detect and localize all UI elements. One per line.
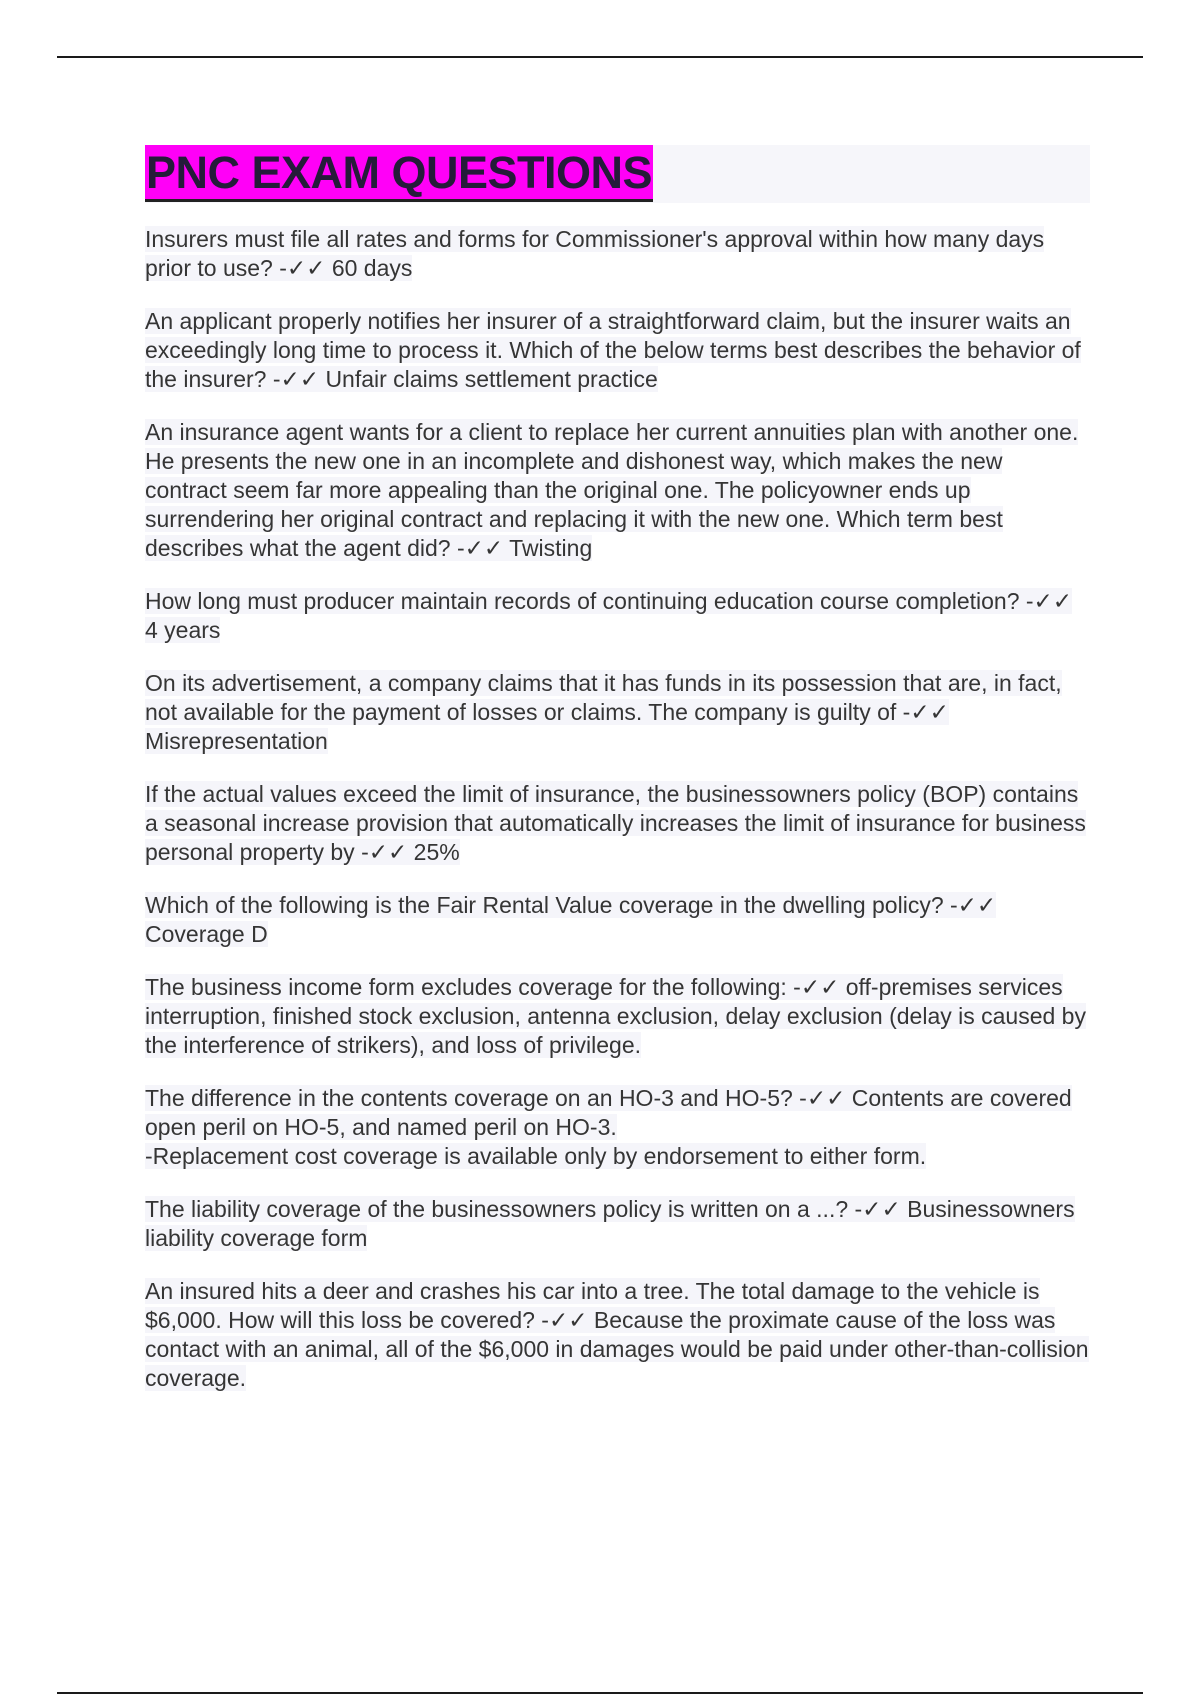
qa-item — [145, 973, 1090, 1060]
qa-text: Insurers must file all rates and forms for Commissioner's approval within how many days prior to use? -✓✓ 60 days — [145, 226, 1045, 281]
qa-item — [145, 418, 1090, 563]
qa-item — [145, 891, 1090, 949]
qa-text: The business income form excludes coverage for the following: -✓✓ off-premises services interruption, finished stock exclusion, antenna exclusion, delay exclusion (delay is caused by the interference of strikers), and loss of privilege. — [145, 974, 1086, 1058]
footer-rule — [57, 1692, 1143, 1694]
qa-text: The liability coverage of the businessowners policy is written on a ...? -✓✓ Businessowners liability coverage form — [145, 1196, 1075, 1251]
qa-item — [145, 587, 1090, 645]
qa-item — [145, 669, 1090, 756]
qa-item — [145, 1084, 1090, 1171]
qa-text: An insurance agent wants for a client to replace her current annuities plan with another one. He presents the new one in an incomplete and dishonest way, which makes the new contract seem far more appealing than the original one. The policyowner ends up surrendering her original contract and replacing it with the new one. Which term best describes what the agent did? -✓✓ Twisting — [145, 419, 1079, 561]
title-band — [145, 145, 1090, 203]
qa-text: On its advertisement, a company claims that it has funds in its possession that are, in fact, not available for the payment of losses or claims. The company is guilty of -✓✓ Misrepresentation — [145, 670, 1062, 754]
qa-text: The difference in the contents coverage on an HO-3 and HO-5? -✓✓ Contents are covered open peril on HO-5, and named peril on HO-3. -Replacement cost coverage is available only by endorsement to either form. — [145, 1085, 1072, 1169]
qa-item — [145, 307, 1090, 394]
qa-item — [145, 1195, 1090, 1253]
qa-text: Which of the following is the Fair Rental Value coverage in the dwelling policy? -✓✓ Coverage D — [145, 892, 997, 947]
header-rule — [57, 56, 1143, 58]
qa-item — [145, 780, 1090, 867]
qa-item — [145, 1277, 1090, 1393]
qa-text: How long must producer maintain records of continuing education course completion? -✓✓ 4 years — [145, 588, 1073, 643]
qa-item — [145, 225, 1090, 283]
document-body — [145, 145, 1090, 1417]
page-title: PNC EXAM QUESTIONS — [145, 145, 653, 202]
qa-text: If the actual values exceed the limit of insurance, the businessowners policy (BOP) contains a seasonal increase provision that automatically increases the limit of insurance for business personal property by -✓✓ 25% — [145, 781, 1086, 865]
qa-list — [145, 225, 1090, 1393]
qa-text: An applicant properly notifies her insurer of a straightforward claim, but the insurer waits an exceedingly long time to process it. Which of the below terms best describes the behavior of the insurer? -✓✓ Unfair claims settlement practice — [145, 308, 1081, 392]
qa-text: An insured hits a deer and crashes his car into a tree. The total damage to the vehicle is $6,000. How will this loss be covered? -✓✓ Because the proximate cause of the loss was contact with an animal, all of the $6,000 in damages would be paid under other-than-collision coverage. — [145, 1278, 1089, 1391]
